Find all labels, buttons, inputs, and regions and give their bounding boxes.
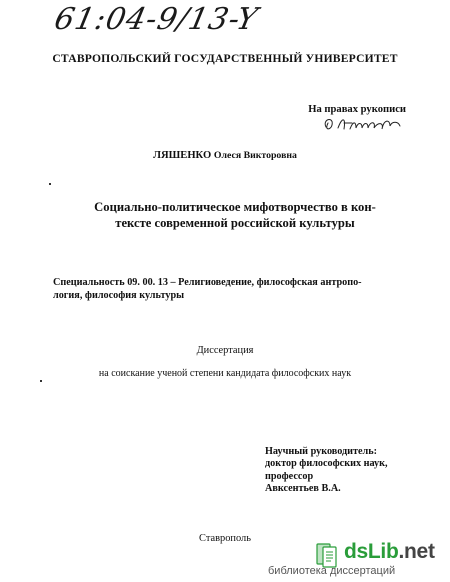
- supervisor-line: Авксентьев В.А.: [265, 483, 341, 495]
- supervisor-line: профессор: [265, 470, 314, 482]
- scan-dot: [40, 380, 42, 382]
- degree-statement: на соискание ученой степени кандидата философских наук: [98, 368, 352, 379]
- city: Ставрополь: [199, 533, 251, 544]
- title-line: тексте современной российской культуры: [115, 215, 355, 230]
- author-given-names: Олеся Викторовна: [213, 150, 297, 161]
- rights-note: На правах рукописи: [308, 104, 406, 115]
- author-surname: ЛЯШЕНКО: [153, 150, 212, 161]
- specialty-line: логия, философия культуры: [53, 289, 185, 301]
- university-name: СТАВРОПОЛЬСКИЙ ГОСУДАРСТВЕННЫЙ УНИВЕРСИТЕТ: [52, 52, 398, 65]
- supervisor-block: [265, 446, 388, 496]
- supervisor-line: доктор философских наук,: [265, 458, 388, 470]
- archive-code-handwritten: 61:04-9/13-Y: [51, 2, 262, 37]
- scan-dot: [49, 183, 51, 185]
- title-line: Социально-политическое мифотворчество в кон-: [94, 200, 376, 214]
- dslib-watermark: [268, 540, 444, 578]
- specialty-line: Специальность 09. 00. 13 – Религиоведение, философская антропо-: [53, 277, 362, 288]
- dslib-site-name: dsLib.net: [344, 540, 435, 563]
- supervisor-line: Научный руководитель:: [265, 446, 378, 457]
- author-name: [0, 150, 450, 161]
- signature-handwritten: [320, 113, 406, 135]
- dissertation-title: [90, 200, 380, 231]
- document-type: Диссертация: [196, 345, 254, 356]
- dslib-caption: библиотека диссертаций: [268, 565, 396, 577]
- specialty: [53, 277, 413, 303]
